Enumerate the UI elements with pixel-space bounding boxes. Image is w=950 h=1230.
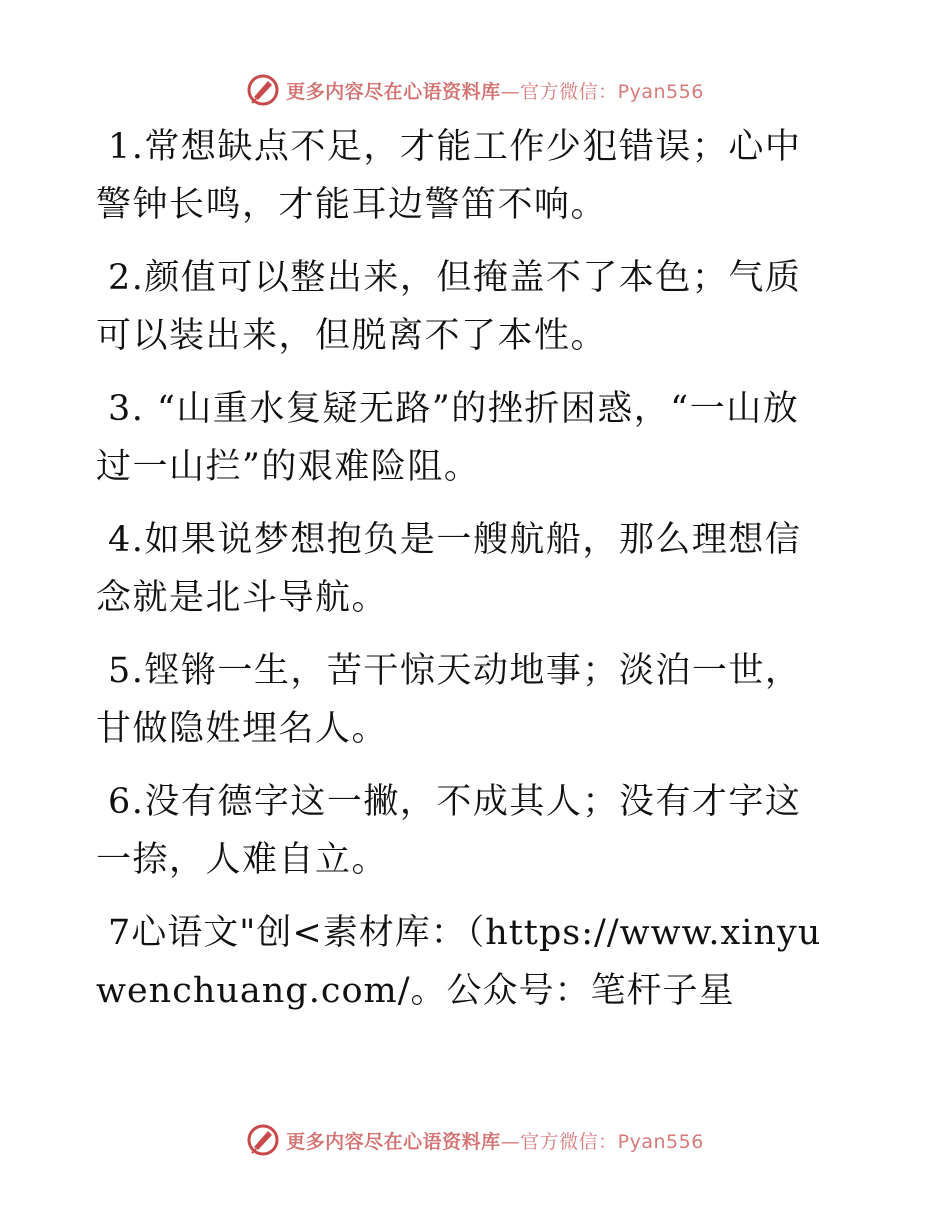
footer-banner-sep: — <box>500 1130 521 1153</box>
paragraph-4: 4.如果说梦想抱负是一艘航船，那么理想信念就是北斗导航。 <box>96 520 802 618</box>
header-banner-cn: 更多内容尽在心语资料库 <box>286 80 501 103</box>
paragraph-1: 1.常想缺点不足，才能工作少犯错误；心中警钟长鸣，才能耳边警笛不响。 <box>96 127 802 225</box>
paragraph-7: 7心语文"创<素材库：（https://www.xinyuwenchuang.com/。公众号：笔杆子星 <box>96 913 822 1011</box>
footer-banner <box>0 1120 950 1160</box>
footer-banner-wechat: 官方微信：Pyan556 <box>520 1130 704 1153</box>
quill-logo-icon <box>246 73 280 107</box>
paragraph-5: 5.铿锵一生，苦干惊天动地事；淡泊一世，甘做隐姓埋名人。 <box>96 651 802 749</box>
paragraph-2: 2.颜值可以整出来，但掩盖不了本色；气质可以装出来，但脱离不了本性。 <box>96 258 802 356</box>
header-banner <box>0 70 950 110</box>
footer-banner-cn: 更多内容尽在心语资料库 <box>286 1130 501 1153</box>
quill-logo-icon <box>246 1123 280 1157</box>
header-banner-text <box>286 77 704 104</box>
paragraph-6: 6.没有德字这一撇，不成其人；没有才字这一捺，人难自立。 <box>96 782 802 880</box>
footer-banner-text <box>286 1127 704 1154</box>
header-banner-sep: — <box>500 80 521 103</box>
header-banner-wechat: 官方微信：Pyan556 <box>520 80 704 103</box>
paragraph-3: 3. “山重水复疑无路”的挫折困惑，“一山放过一山拦”的艰难险阻。 <box>96 389 800 487</box>
document-body <box>96 118 831 1035</box>
